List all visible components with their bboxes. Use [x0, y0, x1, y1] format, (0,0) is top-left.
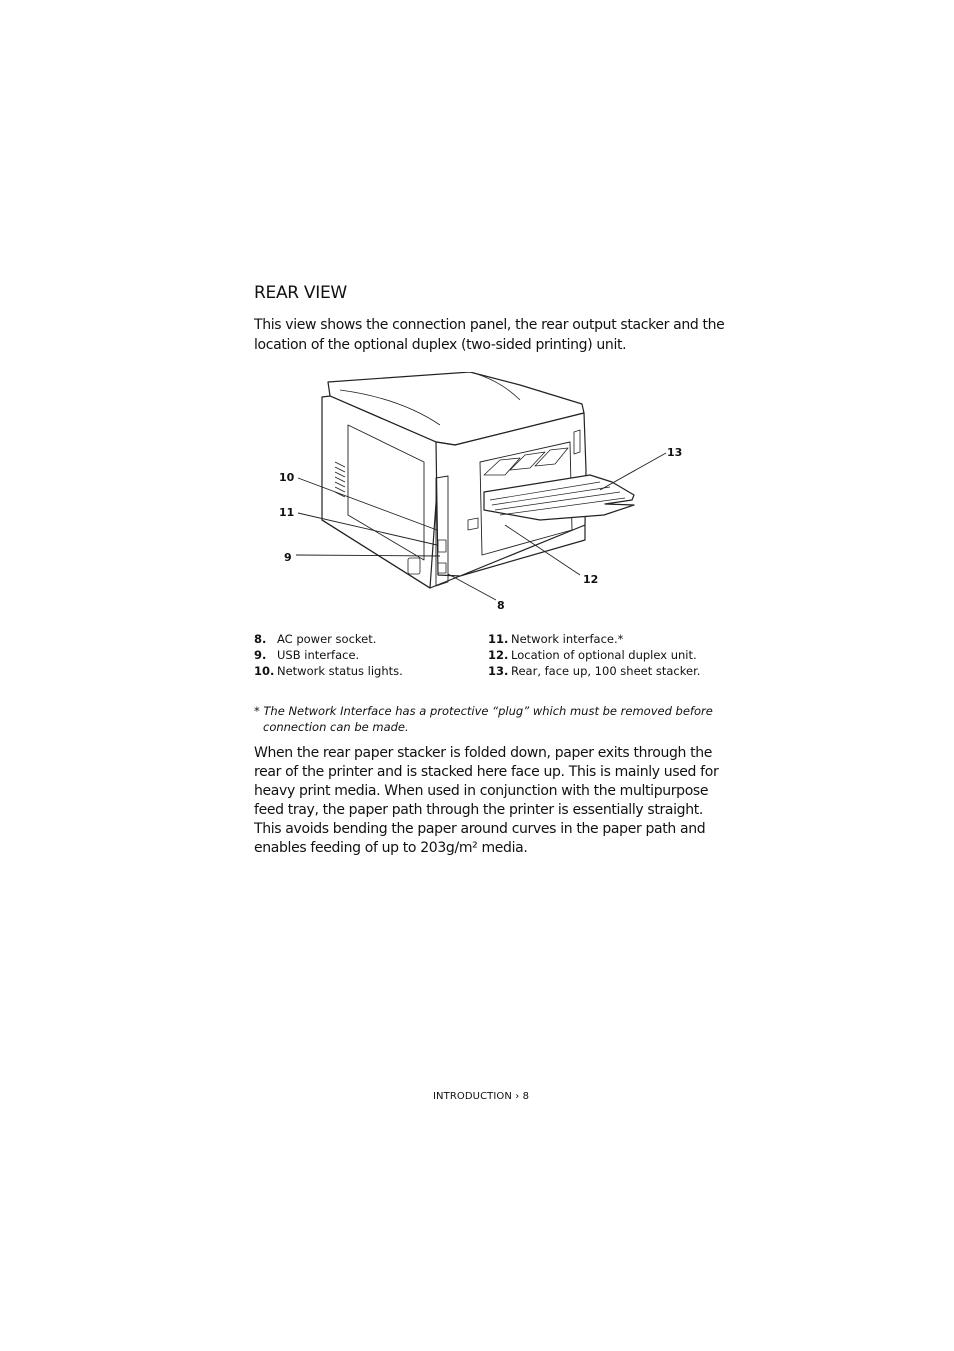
legend-item	[254, 663, 484, 679]
legend-text: Location of optional duplex unit.	[511, 648, 697, 662]
legend-number: 9.	[254, 648, 267, 662]
legend-text: Network status lights.	[277, 664, 403, 678]
legend-item	[488, 647, 748, 663]
footnote	[254, 703, 714, 735]
legend-number: 12.	[488, 648, 509, 662]
section-heading: REAR VIEW	[254, 283, 347, 303]
legend-item	[488, 663, 748, 679]
footnote-line-1: * The Network Interface has a protective “plug” which must be removed before	[254, 704, 713, 718]
legend-item	[254, 647, 484, 663]
callout-12: 12	[583, 573, 599, 586]
callout-8: 8	[497, 599, 505, 612]
legend-right-column	[488, 631, 748, 679]
intro-paragraph: This view shows the connection panel, the rear output stacker and the location of the optional duplex (two-sided printing) unit.	[254, 317, 725, 353]
page-footer: INTRODUCTION › 8	[433, 1091, 530, 1102]
legend-text: Rear, face up, 100 sheet stacker.	[511, 664, 701, 678]
legend-item	[254, 631, 484, 647]
footnote-line-2: connection can be made.	[263, 720, 409, 734]
callout-9: 9	[284, 551, 292, 564]
callout-13: 13	[667, 446, 683, 459]
legend-number: 13.	[488, 664, 509, 678]
legend-item	[488, 631, 748, 647]
legend-number: 11.	[488, 632, 509, 646]
callout-10: 10	[279, 471, 295, 484]
legend-number: 8.	[254, 632, 267, 646]
legend-text: AC power socket.	[277, 632, 377, 646]
legend-number: 10.	[254, 664, 275, 678]
body-paragraph: When the rear paper stacker is folded down, paper exits through the rear of the printer and is stacked here face up. This is mainly used for heavy print media. When used in conjunction with the multipurpose feed tray, the paper path through the printer is essentially straight. This avoids bending the paper around curves in the paper path and enables feeding of up to 203g/m² media.	[254, 745, 719, 856]
callout-11: 11	[279, 506, 295, 519]
printer-rear-view-illustration	[262, 372, 692, 622]
legend-text: Network interface.*	[511, 632, 624, 646]
legend-text: USB interface.	[277, 648, 360, 662]
legend-left-column	[254, 631, 484, 679]
